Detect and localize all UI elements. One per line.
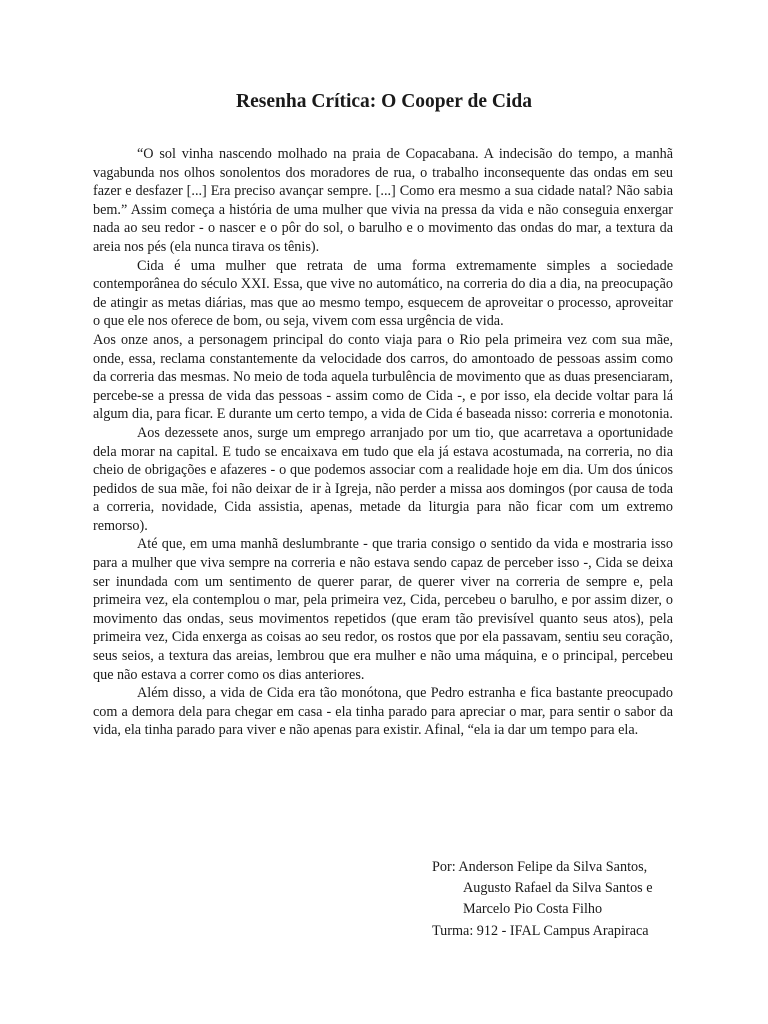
paragraph-opening-quote: “O sol vinha nascendo molhado na praia de Copacabana. A indecisão do tempo, a manhã vagabunda nos olhos sonolentos dos moradores de rua, o trabalho inconsequente das ondas em seu fazer e desfazer [...] Era preciso avançar sempre. [...] Como era mesmo a sua cidade natal? Não sabia bem.” Assim começa a história de uma mulher que vivia na pressa da vida e não conseguia enxergar nada ao seu redor - o nascer e o pôr do sol, o barulho e o movimento das ondas do mar, a textura da areia nos pés (ela nunca tirava os tênis). bbox=[93, 146, 673, 255]
page-title: Resenha Crítica: O Cooper de Cida bbox=[236, 91, 532, 112]
authors-signature bbox=[432, 857, 732, 942]
signature-line-class: Turma: 912 - IFAL Campus Arapiraca bbox=[432, 922, 649, 939]
signature-line-authors: Por: Anderson Felipe da Silva Santos, bbox=[432, 859, 648, 875]
signature-line-author-2: Augusto Rafael da Silva Santos e bbox=[463, 880, 653, 897]
review-body bbox=[93, 145, 673, 740]
paragraph-seventeen-years: Aos dezessete anos, surge um emprego arranjado por um tio, que acarretava a oportunidade dela morar na capital. E tudo se encaixava em tudo que ela já estava acostumada, na correria, no dia cheio de obrigações e afazeres - o que podemos associar com a realidade hoje em dia. Um dos únicos pedidos de sua mãe, foi não deixar de ir à Igreja, não perder a missa aos domingos (por causa de toda a correria, novidade, Cida assistia, apenas, metade da liturgia para não ficar com um extremo remorso). bbox=[93, 424, 673, 534]
signature-line-author-3: Marcelo Pio Costa Filho bbox=[463, 901, 603, 918]
paragraph-conclusion: Além disso, a vida de Cida era tão monótona, que Pedro estranha e fica bastante preocupado com a demora dela para chegar em casa - ela tinha parado para apreciar o mar, para sentir o sabor da vida, ela tinha parado para viver e não apenas para existir. Afinal, “ela ia dar um tempo para ela. bbox=[93, 685, 673, 739]
paragraph-morning-sea: Até que, em uma manhã deslumbrante - que traria consigo o sentido da vida e mostraria isso para a mulher que viva sempre na correria e não estava sendo capaz de perceber isso -, Cida se deixa ser inundada com um sentimento de querer parar, de querer viver na correria de sempre e, pela primeira vez, ela contemplou o mar, pela primeira vez, Cida, percebeu o barulho, e por assim dizer, o movimento das ondas, seus movimentos repetidos (que eram tão previsível quanto seus atos), pela primeira vez, Cida enxerga as coisas ao seu redor, os rostos que por ela passavam, sentiu seu coração, seus seios, a textura das areias, lembrou que era mulher e não uma máquina, e o principal, percebeu que não estava a correr como os dias anteriores. bbox=[93, 536, 673, 683]
paragraph-eleven-years: Aos onze anos, a personagem principal do conto viaja para o Rio pela primeira vez com sua mãe, onde, essa, reclama constantemente da velocidade dos carros, do amontoado de pessoas assim como da correria das mesmas. No meio de toda aquela turbulência de movimento que as duas presenciaram, percebe-se a pressa de vida das pessoas - assim como de Cida -, e por isso, ela decide voltar para lá algum dia, para ficar. E durante um certo tempo, a vida de Cida é baseada nisso: correria e monotonia. bbox=[93, 331, 673, 423]
paragraph-cida-society: Cida é uma mulher que retrata de uma forma extremamente simples a sociedade contemporânea do século XXI. Essa, que vive no automático, na correria do dia a dia, na preocupação de atingir as metas diárias, mas que ao mesmo tempo, esquecem de aproveitar o processo, aproveitar o que ele nos oferece de bom, ou seja, vivem com essa urgência de vida. bbox=[93, 257, 673, 330]
